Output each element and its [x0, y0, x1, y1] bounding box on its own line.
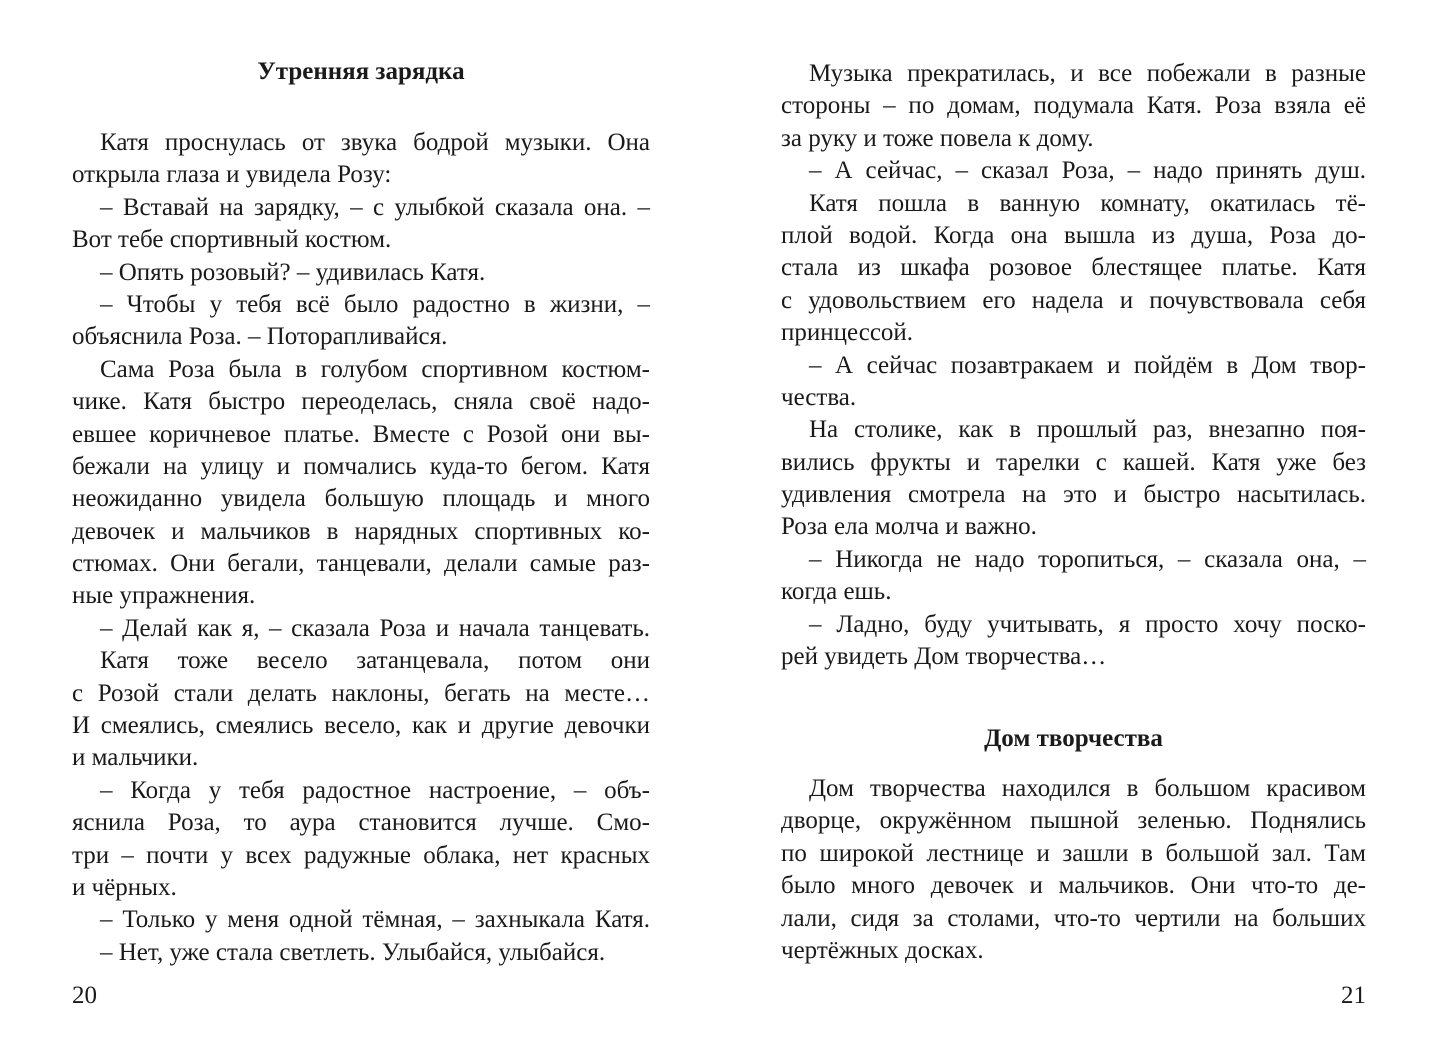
- text-line: ные упражнения.: [72, 582, 256, 610]
- text-line: чике. Катя быстро переоделась, сняла своё надо-: [72, 388, 650, 416]
- page-number: 20: [72, 982, 97, 1009]
- text-line: принцессой.: [781, 319, 914, 347]
- text-line: чества.: [781, 383, 857, 411]
- text-line: стороны – по домам, подумала Катя. Роза взяла её: [781, 92, 1366, 120]
- chapter-heading: Утренняя зарядка: [257, 58, 465, 85]
- text-line: – Чтобы у тебя всё было радостно в жизни, –: [100, 290, 650, 318]
- text-line: неожиданно увидела большую площадь и много: [72, 485, 650, 513]
- text-line: Катя пошла в ванную комнату, окатилась тё-: [809, 189, 1366, 217]
- text-line: Музыка прекратилась, и все побежали в разные: [809, 60, 1366, 87]
- body-text: [781, 773, 1366, 967]
- text-line: – Нет, уже стала светлеть. Улыбайся, улыбайся.: [100, 938, 606, 966]
- text-line: по широкой лестнице и зашли в большой зал. Там: [781, 839, 1366, 867]
- text-line: три – почти у всех радужные облака, нет красных: [72, 841, 650, 869]
- text-line: чертёжных досках.: [781, 936, 984, 964]
- text-line: бежали на улицу и помчались куда-то бегом. Катя: [72, 452, 650, 480]
- text-line: открыла глаза и увидела Розу:: [72, 161, 392, 189]
- text-line: девочек и мальчиков в нарядных спортивных ко-: [72, 517, 650, 545]
- right-page: [718, 0, 1436, 1045]
- text-line: И смеялись, смеялись весело, как и другие девочки: [72, 712, 650, 740]
- page-number: 21: [1341, 982, 1366, 1009]
- text-line: – Опять розовый? – удивилась Катя.: [100, 258, 486, 286]
- text-line: – Когда у тебя радостное настроение, – объ-: [100, 776, 650, 804]
- text-line: за руку и тоже повела к дому.: [781, 124, 1094, 152]
- text-line: – Только у меня одной тёмная, – захныкала Катя.: [100, 906, 650, 934]
- text-line: яснила Роза, то аура становится лучше. Смо-: [72, 809, 650, 837]
- text-line: с Розой стали делать наклоны, бегать на месте…: [72, 679, 650, 707]
- text-line: стюмах. Они бегали, танцевали, делали самые раз-: [72, 550, 650, 578]
- text-line: Дом творчества находился в большом красивом: [809, 775, 1366, 802]
- text-line: было много девочек и мальчиков. Они что-то де-: [781, 872, 1366, 900]
- text-line: евшее коричневое платье. Вместе с Розой они вы-: [72, 420, 650, 448]
- body-text: [781, 58, 1366, 673]
- text-line: вились фрукты и тарелки с кашей. Катя уже без: [781, 448, 1366, 476]
- chapter-heading: Дом творчества: [984, 725, 1163, 752]
- text-line: стала из шкафа розовое блестящее платье. Катя: [781, 254, 1366, 282]
- body-text: [72, 127, 650, 969]
- text-line: объяснила Роза. – Поторапливайся.: [72, 323, 448, 351]
- text-line: – Никогда не надо торопиться, – сказала она, –: [809, 545, 1366, 573]
- text-line: На столике, как в прошлый раз, внезапно поя-: [809, 416, 1366, 444]
- text-line: – Вставай на зарядку, – с улыбкой сказала она. –: [100, 193, 650, 221]
- text-line: рей увидеть Дом творчества…: [781, 643, 1107, 671]
- text-line: – Ладно, буду учитывать, я просто хочу поско-: [809, 610, 1366, 638]
- text-line: – Делай как я, – сказала Роза и начала танцевать.: [100, 614, 650, 642]
- text-line: дворце, окружённом пышной зеленью. Поднялись: [781, 807, 1366, 835]
- text-line: Катя тоже весело затанцевала, потом они: [100, 647, 650, 675]
- text-line: Вот тебе спортивный костюм.: [72, 226, 392, 254]
- text-line: Роза ела молча и важно.: [781, 513, 1037, 541]
- text-line: – А сейчас, – сказал Роза, – надо принять душ.: [809, 157, 1366, 185]
- text-line: лали, сидя за столами, что-то чертили на больших: [781, 904, 1366, 932]
- text-line: Сама Роза была в голубом спортивном костюм-: [100, 355, 650, 383]
- text-line: – А сейчас позавтракаем и пойдём в Дом твор-: [809, 351, 1366, 379]
- text-line: и чёрных.: [72, 873, 177, 901]
- text-line: плой водой. Когда она вышла из душа, Роза до-: [781, 221, 1366, 249]
- text-line: с удовольствием его надела и почувствовала себя: [781, 286, 1366, 314]
- text-line: когда ешь.: [781, 578, 892, 606]
- text-line: и мальчики.: [72, 744, 199, 772]
- text-line: Катя проснулась от звука бодрой музыки. Она: [100, 129, 650, 156]
- text-line: удивления смотрела на это и быстро насытилась.: [781, 481, 1366, 509]
